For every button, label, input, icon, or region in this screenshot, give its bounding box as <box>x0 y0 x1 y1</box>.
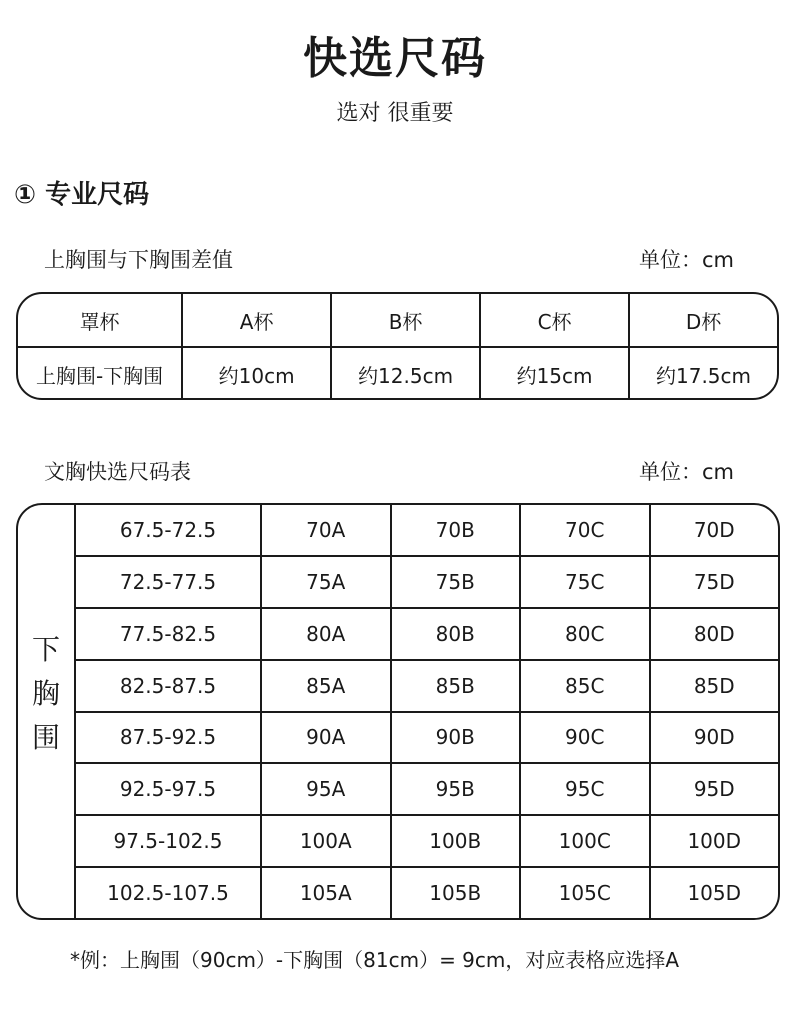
table-row <box>76 659 778 711</box>
size-chart-table <box>16 503 780 920</box>
size-cell: 70A <box>260 505 390 555</box>
size-cell: 85C <box>519 661 649 711</box>
underbust-range-cell: 77.5-82.5 <box>119 621 217 646</box>
size-cell: 80A <box>260 609 390 659</box>
table-row <box>76 505 778 555</box>
table-header-cell: B杯 <box>330 294 479 346</box>
side-label-char: 胸 <box>31 676 60 710</box>
table-cell: 约10cm <box>181 348 330 400</box>
table-header-cell: A杯 <box>181 294 330 346</box>
size-cell: 85B <box>390 661 520 711</box>
size-cell: 85A <box>260 661 390 711</box>
table-header-cell: 罩杯 <box>79 309 120 334</box>
size-cell: 70B <box>390 505 520 555</box>
side-label-char: 下 <box>31 632 60 666</box>
table-row <box>76 711 778 763</box>
size-cell: 105A <box>260 868 390 918</box>
table-row <box>76 866 778 918</box>
underbust-range-cell: 92.5-97.5 <box>119 777 217 802</box>
table-header-row <box>18 294 777 346</box>
size-cell: 75C <box>519 557 649 607</box>
underbust-range-cell: 97.5-102.5 <box>113 829 223 854</box>
size-cell: 70C <box>519 505 649 555</box>
size-cell: 80D <box>649 609 779 659</box>
size-cell: 75A <box>260 557 390 607</box>
size-cell: 90C <box>519 713 649 763</box>
size-cell: 85D <box>649 661 779 711</box>
size-cell: 95A <box>260 764 390 814</box>
section-heading: ① 专业尺码 <box>14 180 150 210</box>
underbust-range-cell: 102.5-107.5 <box>107 881 229 906</box>
underbust-range-cell: 87.5-92.5 <box>119 725 217 750</box>
page-subtitle: 选对 很重要 <box>336 101 454 126</box>
table-cell: 约12.5cm <box>330 348 479 400</box>
table-row <box>76 607 778 659</box>
cup-diff-table-caption: 上胸围与下胸围差值 <box>44 248 233 272</box>
underbust-range-cell: 82.5-87.5 <box>119 673 217 698</box>
cup-diff-table-unit: 单位：cm <box>638 248 734 272</box>
size-cell: 80B <box>390 609 520 659</box>
cup-difference-table <box>16 292 779 400</box>
underbust-side-label <box>18 505 76 918</box>
size-cell: 95B <box>390 764 520 814</box>
size-cell: 95C <box>519 764 649 814</box>
table-header-cell: D杯 <box>628 294 777 346</box>
table-cell: 上胸围-下胸围 <box>35 363 164 388</box>
page-title: 快选尺码 <box>303 33 487 84</box>
table-header-cell: C杯 <box>479 294 628 346</box>
size-cell: 75B <box>390 557 520 607</box>
size-cell: 100B <box>390 816 520 866</box>
size-cell: 100A <box>260 816 390 866</box>
size-cell: 100D <box>649 816 779 866</box>
size-table-body <box>76 505 778 918</box>
size-cell: 90A <box>260 713 390 763</box>
size-cell: 95D <box>649 764 779 814</box>
table-row <box>76 814 778 866</box>
underbust-range-cell: 72.5-77.5 <box>119 569 217 594</box>
size-cell: 105B <box>390 868 520 918</box>
table-row <box>76 762 778 814</box>
size-cell: 105D <box>649 868 779 918</box>
size-table-caption: 文胸快选尺码表 <box>44 460 191 484</box>
table-row <box>76 555 778 607</box>
size-cell: 90B <box>390 713 520 763</box>
table-cell: 约17.5cm <box>628 348 777 400</box>
table-row <box>18 346 777 400</box>
side-label-char: 围 <box>31 720 60 754</box>
size-cell: 80C <box>519 609 649 659</box>
size-cell: 70D <box>649 505 779 555</box>
size-cell: 90D <box>649 713 779 763</box>
example-footnote: *例：上胸围（90cm）-下胸围（81cm）= 9cm，对应表格应选择A <box>70 948 680 972</box>
size-cell: 105C <box>519 868 649 918</box>
underbust-range-cell: 67.5-72.5 <box>119 517 217 542</box>
size-table-unit: 单位：cm <box>638 460 734 484</box>
size-cell: 100C <box>519 816 649 866</box>
table-cell: 约15cm <box>479 348 628 400</box>
size-cell: 75D <box>649 557 779 607</box>
